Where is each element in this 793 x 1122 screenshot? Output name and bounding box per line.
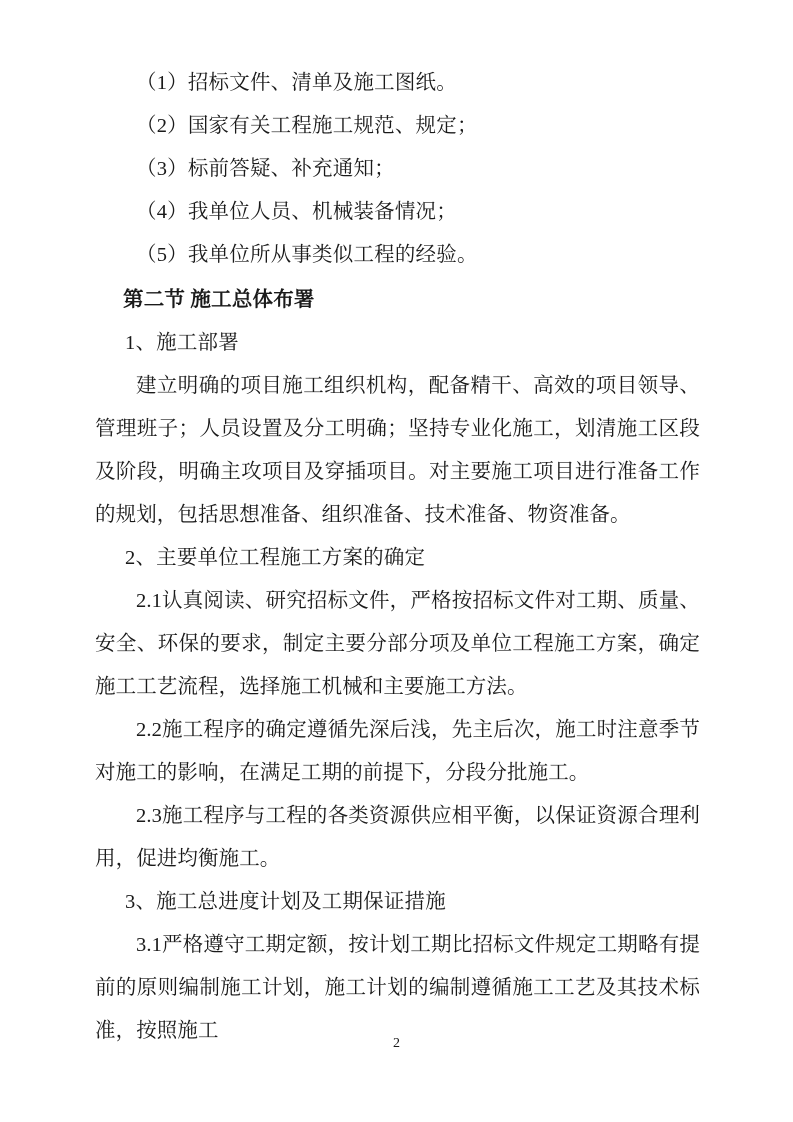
list-item: （5）我单位所从事类似工程的经验。 (136, 244, 478, 266)
sub-heading-2: 2、主要单位工程施工方案的确定 (125, 547, 426, 569)
paragraph-2-1: 2.1认真阅读、研究招标文件，严格按招标文件对工期、质量、安全、环保的要求，制定主要分部分项及单位工程施工方案，确定施工工艺流程，选择施工机械和主要施工方法。 (95, 590, 700, 698)
page-number: 2 (393, 1036, 400, 1051)
document-content (95, 62, 700, 1053)
list-item: （3）标前答疑、补充通知； (136, 158, 395, 180)
sub-heading-3: 3、施工总进度计划及工期保证措施 (125, 891, 446, 913)
list-item: （1）招标文件、清单及施工图纸。 (136, 72, 457, 94)
paragraph-1: 建立明确的项目施工组织机构，配备精干、高效的项目领导、管理班子；人员设置及分工明确；坚持专业化施工，划清施工区段及阶段，明确主攻项目及穿插项目。对主要施工项目进行准备工作的规划，包括思想准备、组织准备、技术准备、物资准备。 (95, 375, 700, 526)
paragraph-2-2: 2.2施工程序的确定遵循先深后浅，先主后次，施工时注意季节对施工的影响，在满足工期的前提下，分段分批施工。 (95, 719, 700, 784)
paragraph-2-3: 2.3施工程序与工程的各类资源供应相平衡，以保证资源合理利用，促进均衡施工。 (95, 805, 700, 870)
sub-heading-1: 1、施工部署 (125, 332, 239, 354)
section-heading: 第二节 施工总体布署 (123, 289, 315, 311)
list-item: （2）国家有关工程施工规范、规定； (136, 115, 478, 137)
list-item: （4）我单位人员、机械装备情况； (136, 201, 457, 223)
paragraph-3-1: 3.1严格遵守工期定额，按计划工期比招标文件规定工期略有提前的原则编制施工计划，施工计划的编制遵循施工工艺及其技术标准，按照施工 (95, 934, 700, 1042)
numbered-list (95, 62, 700, 277)
